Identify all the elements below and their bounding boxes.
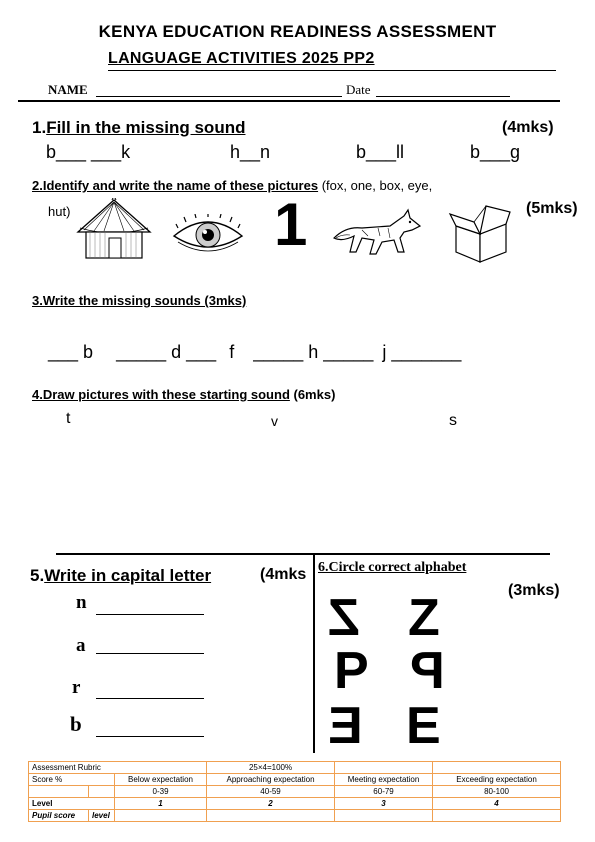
rubric-col-1-name: Below expectation xyxy=(115,774,207,786)
table-row xyxy=(29,774,561,786)
q4-letter-s: s xyxy=(449,412,457,429)
q5-title: Write in capital letter xyxy=(44,566,212,585)
name-label: NAME xyxy=(48,82,88,97)
eye-picture xyxy=(172,214,244,256)
q5-marks: (4mks xyxy=(260,566,307,583)
table-row xyxy=(29,798,561,810)
q5-letter-n: n xyxy=(76,592,87,613)
q3-seq-d: _____ d ___ xyxy=(116,342,217,362)
q4-marks: (6mks) xyxy=(289,387,336,402)
q3-seq-b: ___ b xyxy=(48,342,94,362)
q2-options: (fox, one, box, eye, xyxy=(318,178,433,193)
rubric-col-1-level: 1 xyxy=(115,798,207,810)
rubric-col-4-level: 4 xyxy=(433,798,561,810)
q5-letter-b: b xyxy=(70,712,82,736)
section-divider xyxy=(56,553,550,555)
table-row xyxy=(29,810,561,822)
rubric-pupil-label: Pupil score xyxy=(29,810,89,822)
rubric-pupil-level: level xyxy=(89,810,115,822)
q4-letter-v: v xyxy=(271,413,278,429)
q1-title: Fill in the missing sound xyxy=(46,118,246,137)
q3-title: 3.Write the missing sounds (3mks) xyxy=(32,293,247,308)
rubric-level-label: Level xyxy=(29,798,115,810)
q5-answer-line-n[interactable] xyxy=(96,614,204,615)
header-divider xyxy=(18,100,560,102)
pupil-score-cell[interactable] xyxy=(433,810,561,822)
q5-answer-line-r[interactable] xyxy=(96,698,204,699)
q5-number: 5. xyxy=(30,566,45,585)
q6-title: 6.Circle correct alphabet xyxy=(318,560,467,575)
hut-picture xyxy=(74,198,154,262)
table-cell xyxy=(433,762,561,774)
fox-picture xyxy=(332,208,424,258)
q5-answer-line-b[interactable] xyxy=(96,736,204,737)
q6-option-p-correct[interactable]: P xyxy=(334,642,369,700)
table-row xyxy=(29,762,561,774)
rubric-col-3-name: Meeting expectation xyxy=(335,774,433,786)
q3-sequence[interactable] xyxy=(48,342,461,363)
rubric-score-label: Score % xyxy=(29,774,115,786)
pupil-score-cell[interactable] xyxy=(335,810,433,822)
q5-answer-line-a[interactable] xyxy=(96,653,204,654)
q3-seq-f: f xyxy=(229,342,235,362)
date-field-line[interactable] xyxy=(376,96,510,97)
pupil-score-cell[interactable] xyxy=(115,810,207,822)
q1-item-4[interactable]: b___g xyxy=(470,142,521,162)
column-divider xyxy=(313,553,315,753)
box-picture xyxy=(448,204,512,264)
rubric-formula: 25×4=100% xyxy=(207,762,335,774)
rubric-col-4-range: 80-100 xyxy=(433,786,561,798)
q4-title: 4.Draw pictures with these starting sound xyxy=(32,387,290,402)
page-subtitle: LANGUAGE ACTIVITIES 2025 PP2 xyxy=(108,50,375,67)
q1-item-2[interactable]: h__n xyxy=(230,142,271,162)
q2-options-cont: hut) xyxy=(48,204,71,219)
q1-heading xyxy=(32,118,245,138)
q6-option-z-correct[interactable]: Z xyxy=(408,589,440,647)
rubric-col-3-range: 60-79 xyxy=(335,786,433,798)
rubric-title: Assessment Rubric xyxy=(29,762,207,774)
rubric-col-2-range: 40-59 xyxy=(207,786,335,798)
q1-item-3[interactable]: b___ll xyxy=(356,142,405,162)
q2-heading xyxy=(32,178,432,193)
table-cell xyxy=(89,786,115,798)
rubric-col-2-level: 2 xyxy=(207,798,335,810)
q6-option-e-correct[interactable]: E xyxy=(406,697,441,755)
q3-seq-h: _____ h _____ xyxy=(253,342,374,362)
rubric-col-2-name: Approaching expectation xyxy=(207,774,335,786)
rubric-col-3-level: 3 xyxy=(335,798,433,810)
q5-heading xyxy=(30,566,211,586)
table-row xyxy=(29,786,561,798)
assessment-rubric-table xyxy=(28,761,561,822)
q3-seq-j: j _______ xyxy=(382,342,462,362)
q5-letter-r: r xyxy=(72,677,81,698)
q2-marks: (5mks) xyxy=(526,200,578,217)
pupil-score-cell[interactable] xyxy=(207,810,335,822)
number-one-picture: 1 xyxy=(274,191,308,258)
page-title: KENYA EDUCATION READINESS ASSESSMENT xyxy=(98,22,497,41)
q5-letter-a: a xyxy=(76,635,86,656)
q1-marks: (4mks) xyxy=(502,119,554,136)
q6-option-z-mirrored[interactable]: Z xyxy=(328,589,360,647)
q1-number: 1. xyxy=(32,118,47,137)
q2-title: 2.Identify and write the name of these pictures xyxy=(32,178,319,193)
table-cell xyxy=(29,786,89,798)
subtitle-underline xyxy=(108,70,556,71)
q6-option-p-mirrored[interactable]: P xyxy=(410,642,445,700)
rubric-col-4-name: Exceeding expectation xyxy=(433,774,561,786)
q6-marks: (3mks) xyxy=(508,582,560,599)
q1-item-1[interactable]: b___ ___k xyxy=(46,142,131,162)
q6-option-e-mirrored[interactable]: E xyxy=(328,697,363,755)
date-label: Date xyxy=(346,82,371,97)
q4-letter-t: t xyxy=(66,410,71,427)
table-cell xyxy=(335,762,433,774)
name-field-line[interactable] xyxy=(96,96,342,97)
rubric-col-1-range: 0-39 xyxy=(115,786,207,798)
q4-heading xyxy=(32,387,335,402)
